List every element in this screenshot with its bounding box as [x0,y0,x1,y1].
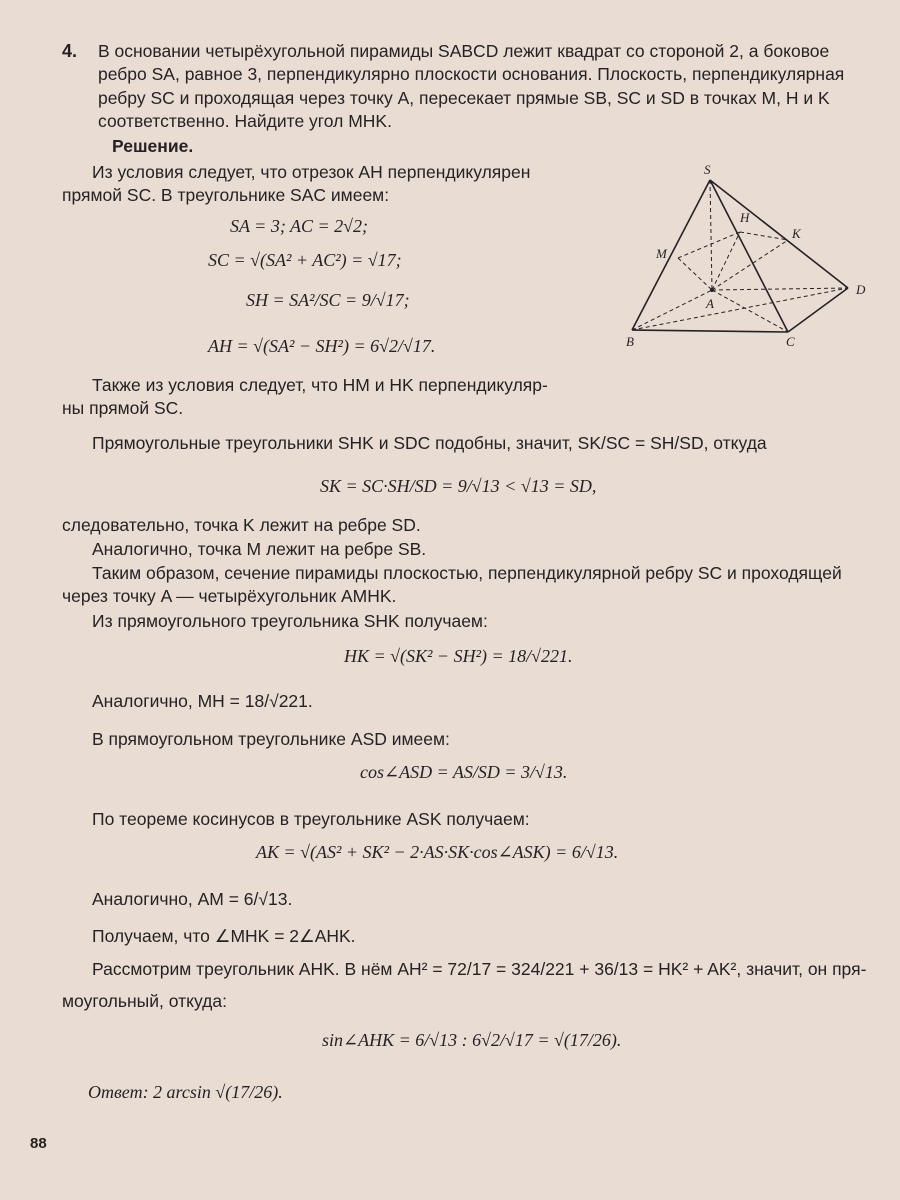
label-s: S [704,162,711,177]
segment-mh [678,232,740,258]
label-k: K [792,226,801,241]
point-a [710,288,714,292]
para-4: следовательно, точка K лежит на ребре SD. [62,515,421,535]
diagonal-bd [632,288,848,330]
para-1a: Из условия следует, что отрезок AH перпендикулярен [92,162,531,182]
para-12: Получаем, что ∠MHK = 2∠AHK. [92,926,356,946]
para-11: Аналогично, AM = 6/√13. [92,889,293,909]
para-6a: Таким образом, сечение пирамиды плоскостью, перпендикулярной ребру SC и проходящей [92,563,842,583]
segment-am [678,258,712,290]
label-d: D [856,282,866,297]
edge-sc [710,180,788,332]
para-13a: Рассмотрим треугольник AHK. В нём AH² = 72/17 = 324/221 + 36/13 = HK² + AK², значит, он пря- [92,959,867,979]
problem-line-3: ребру SC и проходящая через точку A, пересекает прямые SB, SC и SD в точках M, H и K [98,88,830,108]
label-a: A [706,296,714,311]
edge-sb [632,180,710,330]
label-b: B [626,334,634,349]
equation-sa-ac: SA = 3; AC = 2√2; [230,216,369,236]
pyramid-figure [610,160,880,350]
problem-number: 4. [62,41,78,61]
para-5: Аналогично, точка M лежит на ребре SB. [92,539,427,559]
edge-sa [710,180,712,290]
problem-line-4: соответственно. Найдите угол MHK. [98,111,392,131]
para-10: По теореме косинусов в треугольнике ASK получаем: [92,809,530,829]
edge-ab [632,290,712,330]
para-3: Прямоугольные треугольники SHK и SDC подобны, значит, SK/SC = SH/SD, откуда [92,433,767,453]
para-6b: через точку A — четырёхугольник AMHK. [62,586,397,606]
para-2b: ны прямой SC. [62,398,184,418]
equation-sh: SH = SA²/SC = 9/√17; [246,290,410,310]
equation-sc: SC = √(SA² + AC²) = √17; [208,250,402,270]
para-9: В прямоугольном треугольнике ASD имеем: [92,729,450,749]
edge-bc [632,330,788,332]
para-13b: моугольный, откуда: [62,991,227,1011]
page-number: 88 [30,1135,47,1152]
answer: Ответ: 2 arcsin √(17/26). [88,1082,283,1102]
edge-sd [710,180,848,288]
para-8: Аналогично, MH = 18/√221. [92,691,313,711]
edge-ad [712,288,848,290]
equation-sk: SK = SC·SH/SD = 9/√13 < √13 = SD, [320,476,597,496]
problem-line-1: В основании четырёхугольной пирамиды SABCD лежит квадрат со стороной 2, а боковое [98,41,830,61]
segment-ak [712,240,788,290]
para-2a: Также из условия следует, что HM и HK перпендикуляр- [92,375,548,395]
equation-hk: HK = √(SK² − SH²) = 18/√221. [344,646,573,666]
edge-cd [788,288,848,332]
equation-ah: AH = √(SA² − SH²) = 6√2/√17. [208,336,436,356]
label-c: C [786,334,795,349]
solution-heading: Решение. [112,136,194,156]
equation-sin-ahk: sin∠AHK = 6/√13 : 6√2/√17 = √(17/26). [322,1030,622,1050]
equation-cos-asd: cos∠ASD = AS/SD = 3/√13. [360,762,568,782]
para-1b: прямой SC. В треугольнике SAC имеем: [62,185,390,205]
label-m: M [656,246,667,261]
para-7: Из прямоугольного треугольника SHK получаем: [92,611,488,631]
problem-line-2: ребро SA, равное 3, перпендикулярно плоскости основания. Плоскость, перпендикулярная [98,64,845,84]
label-h: H [740,210,750,225]
equation-ak: AK = √(AS² + SK² − 2·AS·SK·cos∠ASK) = 6/√13. [256,842,619,862]
